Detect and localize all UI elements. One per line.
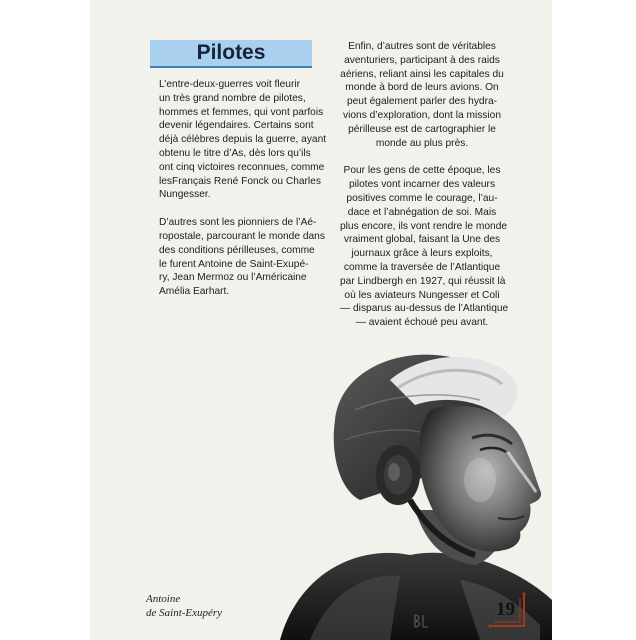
left-paragraph-2 bbox=[150, 216, 325, 299]
text-line: D’autres sont les pionniers de l’Aé- bbox=[159, 217, 317, 229]
text-line: obtenu le titre d’As, dès lors qu’ils bbox=[159, 147, 311, 159]
text-line: Enfin, d’autres sont de véritables bbox=[348, 41, 496, 52]
text-line: journaux grâce à leurs exploits, bbox=[351, 248, 493, 260]
text-line: où les aviateurs Nungesser et Coli bbox=[344, 289, 500, 301]
right-paragraph-1 bbox=[340, 40, 504, 150]
right-column bbox=[340, 40, 509, 344]
page-number-block bbox=[488, 592, 528, 628]
text-line: ropostale, parcourant le monde dans bbox=[159, 230, 325, 242]
left-paragraph-1 bbox=[150, 78, 327, 202]
caption-line-1: Antoine bbox=[146, 593, 181, 605]
right-paragraph-2 bbox=[340, 164, 509, 330]
text-line: lesFrançais René Fonck ou Charles bbox=[159, 175, 321, 187]
text-line: peut également parler des hydra- bbox=[346, 96, 498, 108]
text-line: Pour les gens de cette époque, les bbox=[343, 165, 501, 177]
text-line: aériens, reliant ainsi les capitales du bbox=[340, 68, 504, 80]
title-banner bbox=[150, 40, 312, 68]
text-line: hommes et femmes, qui vont parfois bbox=[159, 106, 324, 118]
text-line: L’entre-deux-guerres voit fleurir bbox=[159, 79, 300, 90]
text-line: positives comme le courage, l’au- bbox=[346, 192, 498, 204]
text-line: des conditions périlleuses, comme bbox=[159, 244, 315, 256]
text-line: — avaient échoué peu avant. bbox=[355, 317, 489, 329]
text-line: le furent Antoine de Saint-Exupé- bbox=[159, 258, 309, 270]
portrait-caption bbox=[146, 592, 222, 620]
text-line: ont cinq victoires reconnues, comme bbox=[159, 161, 325, 173]
text-line: un très grand nombre de pilotes, bbox=[159, 92, 306, 104]
text-line: vions d’exploration, dont la mission bbox=[343, 109, 501, 121]
text-line: dace et l’abnégation de soi. Mais bbox=[347, 206, 497, 218]
text-line: par Lindbergh en 1927, qui réussit là bbox=[340, 275, 506, 287]
text-line: devenir légendaires. Certains sont bbox=[159, 120, 314, 132]
text-line: vraiment global, faisant la Une des bbox=[343, 234, 501, 246]
text-line: Nungesser. bbox=[159, 189, 211, 201]
artist-signature-mark bbox=[412, 612, 430, 630]
page-number: 19 bbox=[496, 599, 515, 620]
text-line: comme la traversée de l’Atlantique bbox=[343, 261, 501, 273]
text-line: pilotes vont incarner des valeurs bbox=[348, 179, 496, 191]
left-column bbox=[150, 78, 327, 313]
text-line: déjà célèbres depuis la guerre, ayant bbox=[159, 134, 327, 146]
text-line: — disparus au-dessus de l’Atlantique bbox=[340, 303, 509, 315]
book-page bbox=[90, 0, 552, 640]
text-line: Amélia Earhart. bbox=[159, 286, 230, 298]
text-line: monde au plus près. bbox=[375, 137, 469, 149]
text-line: plus encore, ils vont rendre le monde bbox=[340, 220, 508, 232]
text-line: ry, Jean Mermoz ou l’Américaine bbox=[159, 272, 307, 284]
text-line: périlleuse est de cartographier le bbox=[348, 123, 496, 135]
text-line: aventuriers, participant à des raids bbox=[344, 54, 500, 66]
page-title: Pilotes bbox=[196, 41, 266, 64]
caption-line-2: de Saint-Exupéry bbox=[146, 607, 223, 619]
text-line: monde à bord de leurs avions. On bbox=[345, 82, 499, 94]
